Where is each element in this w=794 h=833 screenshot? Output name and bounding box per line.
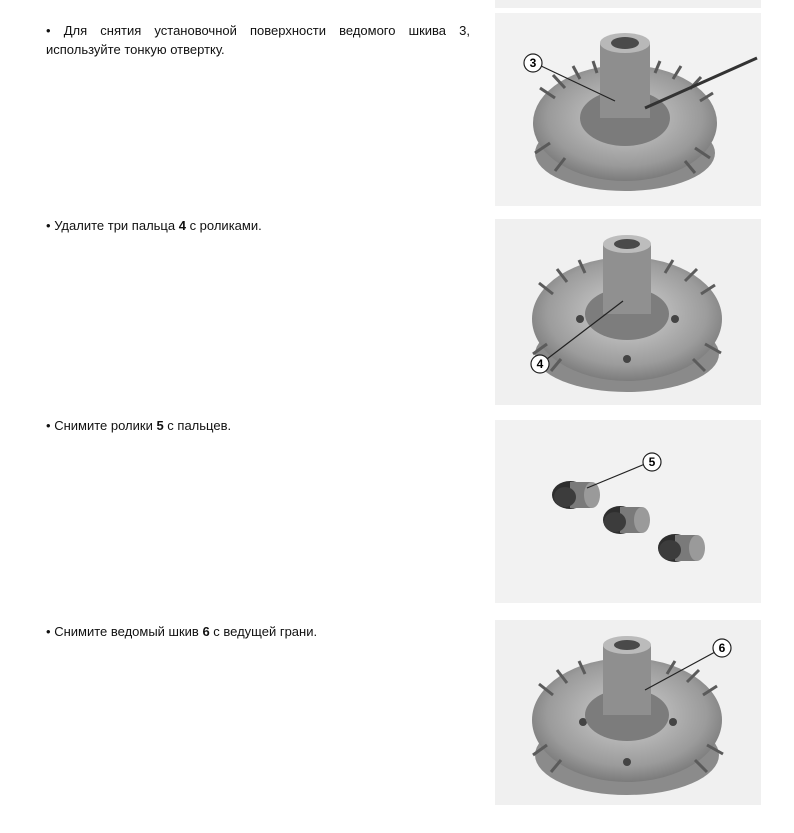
- driven-pulley-image: [495, 620, 761, 805]
- step-2-text-a: Удалите три пальца: [54, 218, 179, 233]
- part-number-6: 6: [202, 624, 210, 639]
- previous-photo-edge: [495, 0, 761, 8]
- step-3-text-a: Снимите ролики: [54, 418, 157, 433]
- pulley-with-screwdriver-image: [495, 13, 761, 206]
- step-2-text-b: с роликами.: [185, 218, 262, 233]
- callout-4: 4: [536, 357, 544, 371]
- rollers-photo: [495, 420, 761, 603]
- pulley-with-screwdriver-photo: [495, 13, 761, 206]
- bullet: •: [46, 624, 51, 639]
- bullet: •: [46, 418, 51, 433]
- step-4-text-b: с ведущей грани.: [209, 624, 318, 639]
- callout-6: 6: [718, 641, 726, 655]
- callout-3: 3: [529, 56, 537, 70]
- step-3-instruction: [46, 416, 470, 435]
- step-1-instruction: [46, 21, 470, 59]
- roller-2: [603, 506, 650, 534]
- part-number-4: 4: [178, 218, 186, 233]
- driven-pulley-photo: [495, 620, 761, 805]
- roller-3: [658, 534, 705, 562]
- rollers-image: [495, 420, 761, 603]
- step-4-text-a: Снимите ведомый шкив: [54, 624, 203, 639]
- step-1-text: Для снятия установочной поверхности ведомого шкива 3, используйте тонкую отвертку.: [46, 23, 470, 57]
- step-3-text-b: с пальцев.: [163, 418, 232, 433]
- bullet: •: [46, 23, 51, 38]
- pulley-with-pins-photo: [495, 219, 761, 405]
- step-4-instruction: [46, 622, 470, 641]
- bullet: •: [46, 218, 51, 233]
- callout-5: 5: [648, 455, 656, 469]
- part-number-5: 5: [156, 418, 164, 433]
- pulley-with-pins-image: [495, 219, 761, 405]
- step-2-instruction: [46, 216, 470, 235]
